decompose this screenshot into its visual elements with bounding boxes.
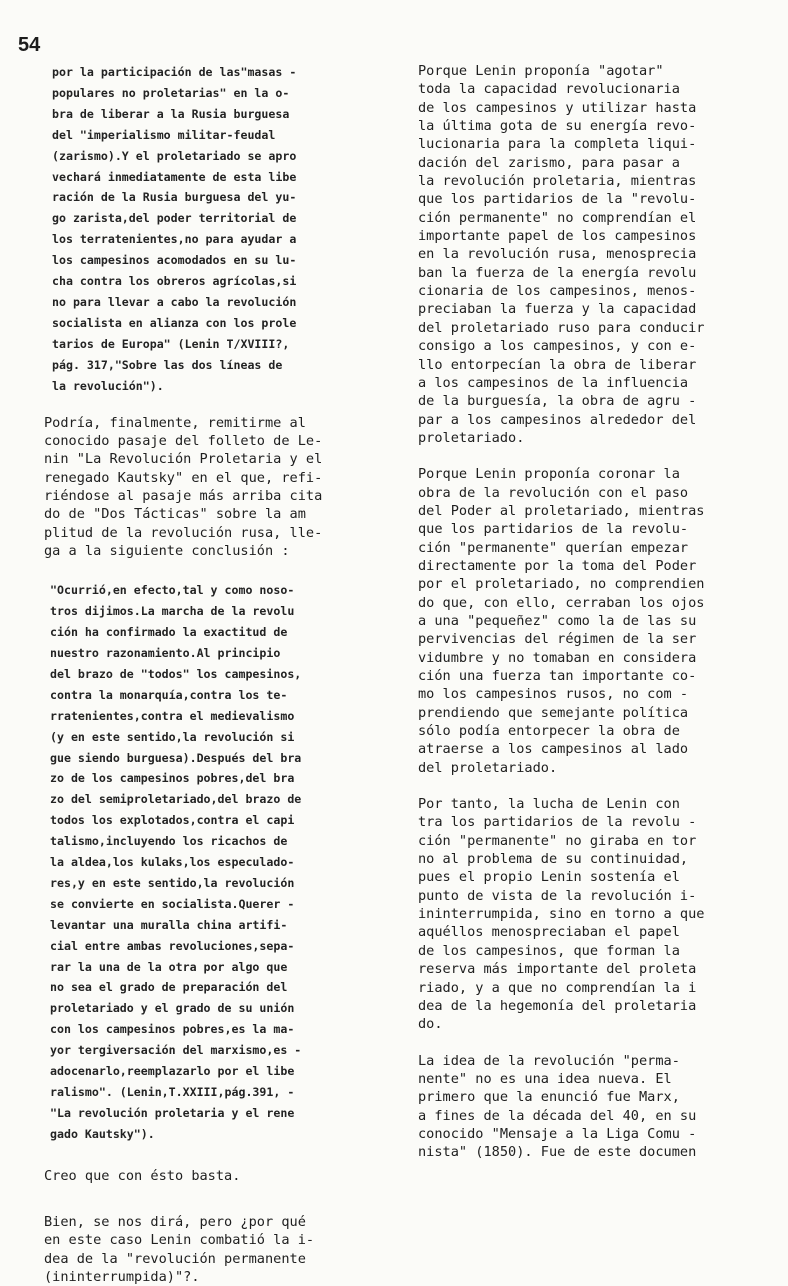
paragraph-crown-revolution: Porque Lenin proponía coronar la obra de la revolución con el paso del Poder al proletariado, mientras que los partidarios de la revolu- ción "permanente" querían empezar directamente por la toma del Poder por el proletariado, no comprendien do que, con ello, cerraban los ojos a una "pequeñez" como la de las su pervivencias del régimen de la ser vidumbre y no tomaban en considera ción una fuerza tan importante co- mo los campesinos rusos, no com - prendiendo que semejante política sólo podía entorpecer la obra de atraerse a los campesinos al lado del proletariado. [418, 466, 705, 776]
lenin-quote-kautsky: "Ocurrió,en efecto,tal y como noso- tros dijimos.La marcha de la revolu ción ha confirmado la exactitud de nuestro razonamiento.Al principio del brazo de "todos" los campesinos, contra la monarquía,contra los te- rratenientes,contra el medievalismo (y en este sentido,la revolución si gue siendo burguesa).Después del bra zo de los campesinos pobres,del bra zo del semiproletariado,del brazo de todos los explotados,contra el capi talismo,incluyendo los ricachos de la aldea,los kulaks,los especulado- res,y en este sentido,la revolución se convierte en socialista.Querer - levantar una muralla china artifi- cial entre ambas revoluciones,sepa- rar la una de la otra por algo que no sea el grado de preparación del proletariado y el grado de su unión con los campesinos pobres,es la ma- yor tergiversación del marxismo,es - adocenarlo,reemplazarlo por el libe ralismo". (Lenin,T.XXIII,pág.391, - "La revolución proletaria y el rene gado Kautsky"). [50, 583, 302, 1141]
paragraph-kautsky-reference: Podría, finalmente, remitirme al conocido pasaje del folleto de Le- nin "La Revolución Proletaria y el renegado Kautsky" en el que, refi- riéndose al pasaje más arriba cita do de "Dos Tácticas" sobre la am plitud de la revolución rusa, lle- ga a la siguiente conclusión : [44, 414, 323, 559]
paragraph-idea-origin: La idea de la revolución "perma- nente" no es una idea nueva. El primero que la enunció fue Marx, a fines de la década del 40, en su conocido "Mensaje a la Liga Comu - nista" (1850). Fue de este documen [418, 1052, 697, 1161]
paragraph-question: Bien, se nos dirá, pero ¿por qué en este caso Lenin combatió la i- dea de la "revolución permanente (ininterrumpida)"?. [44, 1214, 315, 1286]
paragraph-struggle: Por tanto, la lucha de Lenin con tra los partidarios de la revolu - ción "permanente" no giraba en tor no al problema de su continuidad, pues el propio Lenin sostenía el punto de vista de la revolución i- ininterrumpida, sino en torno a que aquéllos menospreciaban el papel de los campesinos, que forman la reserva más importante del proleta riado, y a que no comprendían la i dea de la hegemonía del proletaria do. [418, 796, 705, 1033]
paragraph-enough: Creo que con ésto basta. [44, 1167, 241, 1184]
right-column [418, 62, 730, 1162]
paragraph-exhaust-capacity: Porque Lenin proponía "agotar" toda la capacidad revolucionaria de los campesinos y utilizar hasta la última gota de su energía revo- lucionaria para la completa liqui- dación del zarismo, para pasar a la revolución proletaria, mientras que los partidarios de la "revolu- ción permanente" no comprendían el importante papel de los campesinos en la revolución rusa, menosprecia ban la fuerza de la energía revolu cionaria de los campesinos, menos- preciaban la fuerza y la capacidad del proletariado ruso para conducir consigo a los campesinos, y con e- llo entorpecían la obra de liberar a los campesinos de la influencia de la burguesía, la obra de agru - par a los campesinos alrededor del proletariado. [418, 63, 705, 446]
left-column [44, 62, 336, 1286]
page-number: 54 [18, 34, 41, 56]
lenin-quote-two-lines: por la participación de las"masas - populares no proletarias" en la o- bra de liberar a la Rusia burguesa del "imperialismo militar-feudal (zarismo).Y el proletariado se apro vechará inmediatamente de esta libe ración de la Rusia burguesa del yu- go zarista,del poder territorial de los terratenientes,no para ayudar a los campesinos acomodados en su lu- cha contra los obreros agrícolas,si no para llevar a cabo la revolución socialista en alianza con los prole tarios de Europa" (Lenin T/XVIII?, pág. 317,"Sobre las dos líneas de la revolución"). [52, 65, 297, 393]
